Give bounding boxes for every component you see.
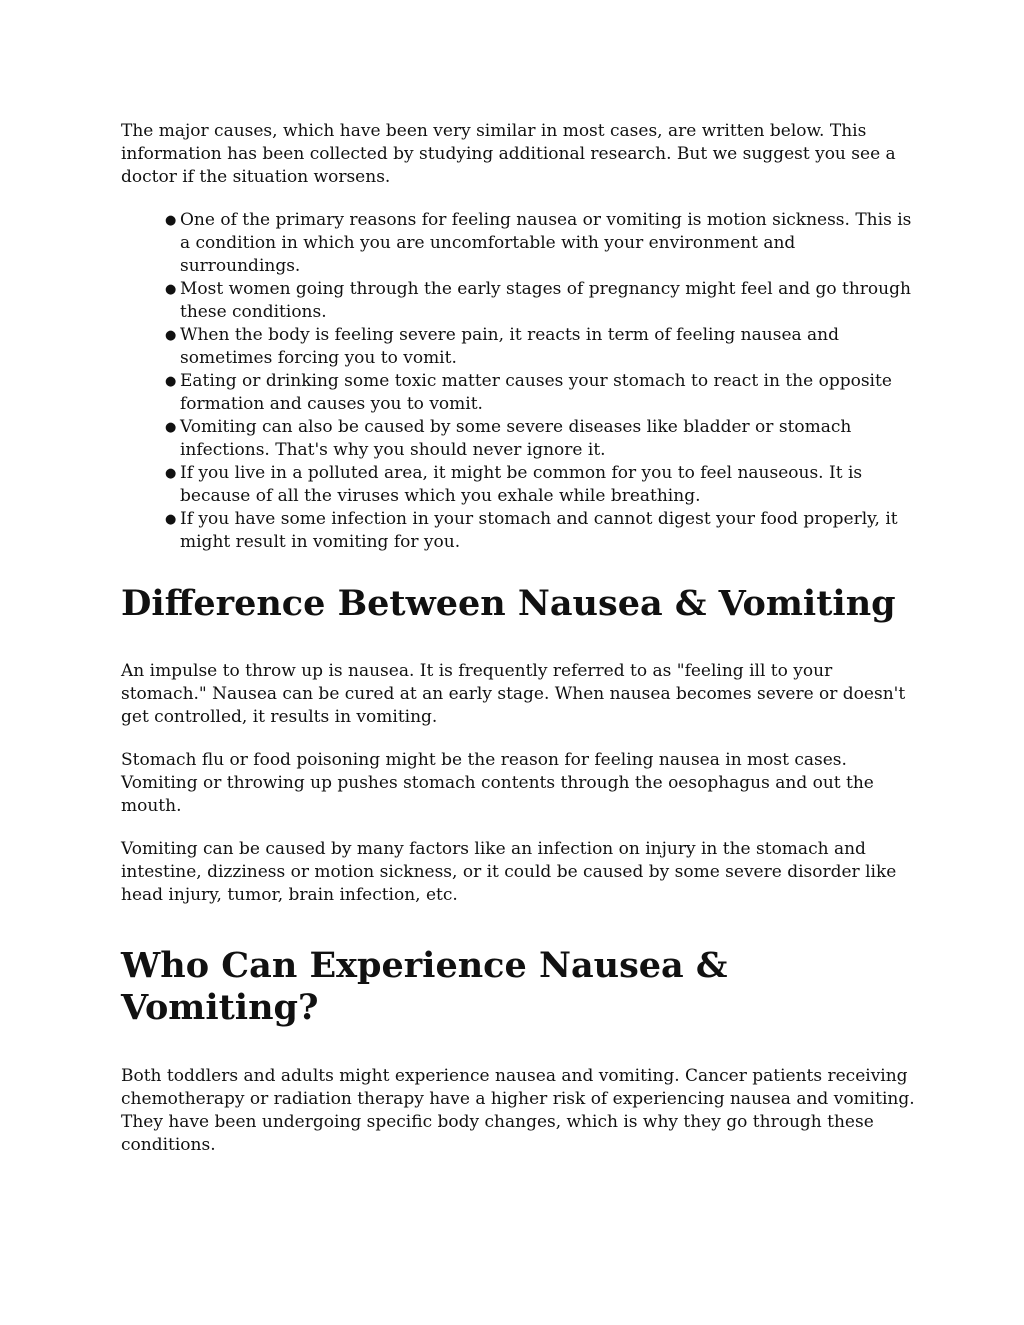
list-item [165,324,921,370]
who-paragraph-1: Both toddlers and adults might experience nausea and vomiting. Cancer patients receiving chemotherapy or radiation therapy have a higher risk of experiencing nausea and vomiting. They have been undergoing specific body changes, which is why they go through these conditions. [121,1066,915,1155]
list-item-text: If you live in a polluted area, it might be common for you to feel nauseous. It is because of all the viruses which you exhale while breathing. [180,463,863,506]
bullet-icon: ● [165,328,177,343]
bullet-icon: ● [165,420,177,435]
causes-list [121,209,921,554]
list-item [165,370,921,416]
who-heading: Who Can Experience Nausea & Vomiting? [121,945,728,1028]
bullet-icon: ● [165,466,177,481]
list-item [165,278,921,324]
difference-paragraph-3: Vomiting can be caused by many factors like an infection on injury in the stomach and intestine, dizziness or motion sickness, or it could be caused by some severe disorder like head injury, tumor, brain infection, etc. [121,839,897,905]
bullet-icon: ● [165,213,177,228]
list-item [165,462,921,508]
difference-heading: Difference Between Nausea & Vomiting [121,583,896,624]
bullet-icon: ● [165,512,177,527]
list-item [165,209,921,278]
difference-paragraph-2: Stomach flu or food poisoning might be the reason for feeling nausea in most cases. Vomiting or throwing up pushes stomach contents through the oesophagus and out the mouth. [121,750,874,816]
bullet-icon: ● [165,282,177,297]
list-item [165,508,921,554]
document-page [121,120,921,1157]
list-item-text: When the body is feeling severe pain, it reacts in term of feeling nausea and sometimes forcing you to vomit. [180,325,840,368]
list-item [165,416,921,462]
difference-paragraph-1: An impulse to throw up is nausea. It is frequently referred to as "feeling ill to your stomach." Nausea can be cured at an early stage. When nausea becomes severe or doesn't get controlled, it results in vomiting. [121,661,906,727]
list-item-text: Eating or drinking some toxic matter causes your stomach to react in the opposite formation and causes you to vomit. [180,371,892,414]
list-item-text: Most women going through the early stages of pregnancy might feel and go through these conditions. [180,279,911,322]
bullet-icon: ● [165,374,177,389]
intro-paragraph: The major causes, which have been very similar in most cases, are written below. This information has been collected by studying additional research. But we suggest you see a doctor if the situation worsens. [121,121,896,187]
list-item-text: If you have some infection in your stomach and cannot digest your food properly, it might result in vomiting for you. [180,509,898,552]
list-item-text: Vomiting can also be caused by some severe diseases like bladder or stomach infections. That's why you should never ignore it. [180,417,852,460]
list-item-text: One of the primary reasons for feeling nausea or vomiting is motion sickness. This is a condition in which you are uncomfortable with your environment and surroundings. [180,210,912,276]
